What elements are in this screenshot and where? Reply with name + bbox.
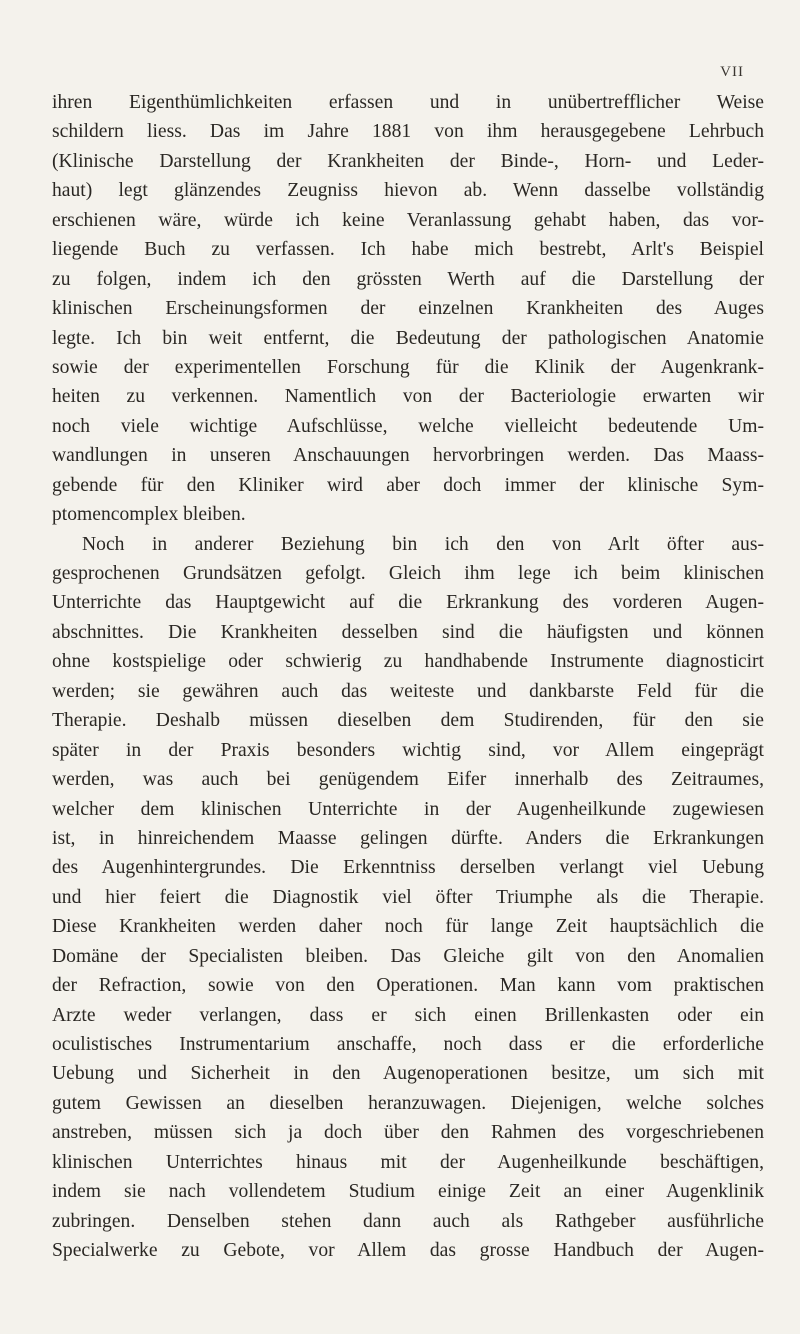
- text-line: noch viele wichtige Aufschlüsse, welche vielleicht bedeutende Um-: [52, 415, 764, 437]
- text-line: Arzte weder verlangen, dass er sich einen Brillenkasten oder ein: [52, 1004, 764, 1026]
- text-line: Therapie. Deshalb müssen dieselben dem Studirenden, für den sie: [52, 710, 764, 732]
- text-line: Domäne der Specialisten bleiben. Das Gleiche gilt von den Anomalien: [52, 945, 764, 967]
- text-line: des Augenhintergrundes. Die Erkenntniss derselben verlangt viel Uebung: [52, 857, 764, 879]
- text-line: werden; sie gewähren auch das weiteste und dankbarste Feld für die: [52, 680, 764, 702]
- text-line: legte. Ich bin weit entfernt, die Bedeutung der pathologischen Anatomie: [52, 327, 764, 349]
- text-line: liegende Buch zu verfassen. Ich habe mich bestrebt, Arlt's Beispiel: [52, 239, 764, 261]
- text-line: oculistisches Instrumentarium anschaffe, noch dass er die erforderliche: [52, 1034, 764, 1055]
- text-line: Uebung und Sicherheit in den Augenoperationen besitze, um sich mit: [52, 1063, 764, 1085]
- text-line: klinischen Erscheinungsformen der einzelnen Krankheiten des Auges: [52, 298, 764, 320]
- text-line: wandlungen in unseren Anschauungen hervorbringen werden. Das Maass-: [52, 445, 764, 467]
- page-number: VII: [720, 64, 744, 80]
- text-line: welcher dem klinischen Unterrichte in der Augenheilkunde zugewiesen: [52, 798, 764, 820]
- text-line: Noch in anderer Beziehung bin ich den von Arlt öfter aus-: [82, 533, 764, 555]
- text-line: Diese Krankheiten werden daher noch für lange Zeit hauptsächlich die: [52, 916, 764, 938]
- text-line: erschienen wäre, würde ich keine Veranlassung gehabt haben, das vor-: [52, 209, 764, 231]
- text-line: heiten zu verkennen. Namentlich von der Bacteriologie erwarten wir: [52, 386, 764, 408]
- text-line: ptomencomplex bleiben.: [52, 504, 246, 526]
- text-line: ohne kostspielige oder schwierig zu handhabende Instrumente diagnosticirt: [52, 651, 764, 673]
- text-line: zubringen. Denselben stehen dann auch als Rathgeber ausführliche: [52, 1210, 764, 1232]
- text-line: ihren Eigenthümlichkeiten erfassen und in unübertrefflicher Weise: [52, 92, 764, 113]
- text-line: indem sie nach vollendetem Studium einige Zeit an einer Augenklinik: [52, 1181, 764, 1203]
- text-line: gebende für den Kliniker wird aber doch immer der klinische Sym-: [52, 474, 764, 496]
- text-line: gesprochenen Grundsätzen gefolgt. Gleich ihm lege ich beim klinischen: [52, 563, 764, 584]
- text-line: später in der Praxis besonders wichtig sind, vor Allem eingeprägt: [52, 739, 764, 761]
- text-line: schildern liess. Das im Jahre 1881 von ihm herausgegebene Lehrbuch: [52, 121, 764, 143]
- paragraph-1: [52, 88, 764, 530]
- text-line: der Refraction, sowie von den Operationen. Man kann vom praktischen: [52, 975, 764, 997]
- text-line: gutem Gewissen an dieselben heranzuwagen. Diejenigen, welche solches: [52, 1092, 764, 1114]
- text-line: zu folgen, indem ich den grössten Werth auf die Darstellung der: [52, 268, 764, 290]
- text-line: werden, was auch bei genügendem Eifer innerhalb des Zeitraumes,: [52, 769, 764, 791]
- text-line: Specialwerke zu Gebote, vor Allem das grosse Handbuch der Augen-: [52, 1240, 764, 1262]
- text-line: abschnittes. Die Krankheiten desselben sind die häufigsten und können: [52, 621, 764, 643]
- paragraph-2: [52, 530, 764, 1266]
- text-line: anstreben, müssen sich ja doch über den Rahmen des vorgeschriebenen: [52, 1122, 764, 1144]
- text-line: haut) legt glänzendes Zeugniss hievon ab. Wenn dasselbe vollständig: [52, 180, 764, 202]
- text-line: ist, in hinreichendem Maasse gelingen dürfte. Anders die Erkrankungen: [52, 827, 764, 849]
- text-line: und hier feiert die Diagnostik viel öfter Triumphe als die Therapie.: [52, 886, 764, 908]
- page-text: [52, 88, 764, 1266]
- text-line: klinischen Unterrichtes hinaus mit der Augenheilkunde beschäftigen,: [52, 1151, 764, 1173]
- text-line: sowie der experimentellen Forschung für die Klinik der Augenkrank-: [52, 356, 764, 378]
- text-line: Unterrichte das Hauptgewicht auf die Erkrankung des vorderen Augen-: [52, 592, 764, 614]
- text-line: (Klinische Darstellung der Krankheiten der Binde-, Horn- und Leder-: [52, 150, 764, 172]
